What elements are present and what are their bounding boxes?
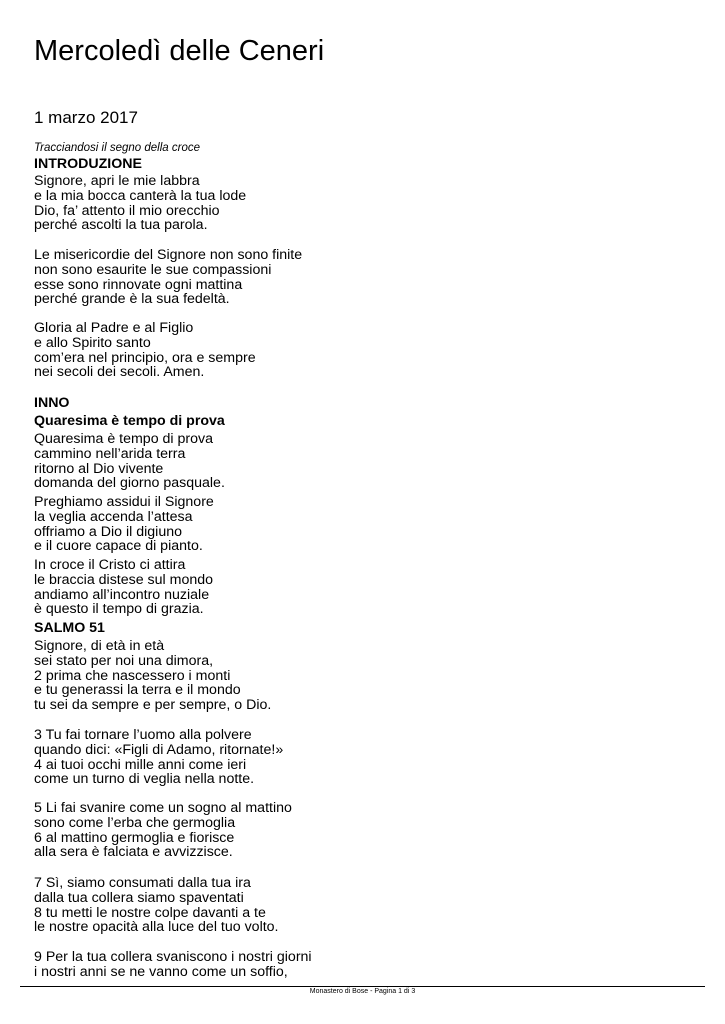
verse-line: Gloria al Padre e al Figlio — [34, 320, 194, 336]
psalm-stanza — [34, 801, 292, 860]
date: 1 marzo 2017 — [34, 108, 138, 127]
verse-line: In croce il Cristo ci attira — [34, 557, 186, 573]
verse-line: domanda del giorno pasquale. — [34, 475, 225, 492]
verse-line: dalla tua collera siamo spaventati — [34, 889, 244, 906]
section-heading-introduzione: INTRODUZIONE — [34, 156, 142, 172]
verse-line: sei stato per noi una dimora, — [34, 652, 214, 669]
verse-line: è questo il tempo di grazia. — [34, 601, 204, 618]
verse-line: 7 Sì, siamo consumati dalla tua ira — [34, 875, 251, 891]
verse-line: Signore, di età in età — [34, 638, 165, 654]
verse-line: 8 tu metti le nostre colpe davanti a te — [34, 904, 266, 921]
verse-line: 3 Tu fai tornare l’uomo alla polvere — [34, 727, 252, 743]
psalm-stanza — [34, 876, 279, 935]
verse-line: alla sera è falciata e avvizzisce. — [34, 844, 233, 861]
section-heading-salmo: SALMO 51 — [34, 620, 105, 636]
verse-line: com’era nel principio, ora e sempre — [34, 349, 256, 366]
verse-line: cammino nell’arida terra — [34, 445, 186, 462]
verse-line: Dio, fa’ attento il mio orecchio — [34, 202, 220, 219]
page-title: Mercoledì delle Ceneri — [34, 35, 325, 67]
psalm-stanza — [34, 950, 312, 980]
verse-line: esse sono rinnovate ogni mattina — [34, 276, 243, 293]
page-footer: Monastero di Bose - Pagina 1 di 3 — [309, 988, 416, 995]
verse-line: i nostri anni se ne vanno come un soffio, — [34, 963, 288, 980]
hymn-stanza — [34, 558, 213, 617]
verse-line: perché ascolti la tua parola. — [34, 217, 208, 234]
verse-line: Preghiamo assidui il Signore — [34, 494, 214, 510]
verse-line: nei secoli dei secoli. Amen. — [34, 364, 205, 381]
verse-line: 6 al mattino germoglia e fiorisce — [34, 829, 235, 846]
verse-line: non sono esaurite le sue compassioni — [34, 261, 272, 278]
psalm-stanza — [34, 728, 283, 787]
hymn-stanza — [34, 495, 214, 554]
intro-stanza — [34, 174, 246, 233]
intro-stanza — [34, 321, 256, 380]
verse-line: e la mia bocca canterà la tua lode — [34, 187, 247, 204]
verse-line: ritorno al Dio vivente — [34, 460, 164, 477]
verse-line: perché grande è la sua fedeltà. — [34, 291, 230, 308]
verse-line: quando dici: «Figli di Adamo, ritornate!» — [34, 741, 284, 758]
intro-stanza — [34, 248, 302, 307]
verse-line: la veglia accenda l’attesa — [34, 508, 193, 525]
hymn-stanza — [34, 432, 225, 491]
hymn-title: Quaresima è tempo di prova — [34, 413, 225, 429]
verse-line: 2 prima che nascessero i monti — [34, 667, 231, 684]
verse-line: e tu generassi la terra e il mondo — [34, 682, 241, 699]
verse-line: 9 Per la tua collera svaniscono i nostri giorni — [34, 949, 312, 965]
verse-line: 4 ai tuoi occhi mille anni come ieri — [34, 756, 247, 773]
verse-line: e il cuore capace di pianto. — [34, 538, 203, 555]
verse-line: come un turno di veglia nella notte. — [34, 771, 255, 788]
verse-line: Le misericordie del Signore non sono finite — [34, 247, 303, 263]
verse-line: 5 Li fai svanire come un sogno al mattino — [34, 800, 292, 816]
verse-line: andiamo all’incontro nuziale — [34, 586, 210, 603]
verse-line: Quaresima è tempo di prova — [34, 431, 214, 447]
verse-line: le braccia distese sul mondo — [34, 571, 214, 588]
psalm-stanza — [34, 639, 271, 713]
verse-line: offriamo a Dio il digiuno — [34, 523, 182, 540]
verse-line: Signore, apri le mie labbra — [34, 173, 200, 189]
verse-line: le nostre opacità alla luce del tuo volto. — [34, 919, 279, 936]
verse-line: tu sei da sempre e per sempre, o Dio. — [34, 697, 272, 714]
rubric-note: Tracciandosi il segno della croce — [34, 142, 200, 154]
verse-line: e allo Spirito santo — [34, 334, 151, 351]
verse-line: sono come l’erba che germoglia — [34, 814, 236, 831]
section-heading-inno: INNO — [34, 395, 70, 411]
